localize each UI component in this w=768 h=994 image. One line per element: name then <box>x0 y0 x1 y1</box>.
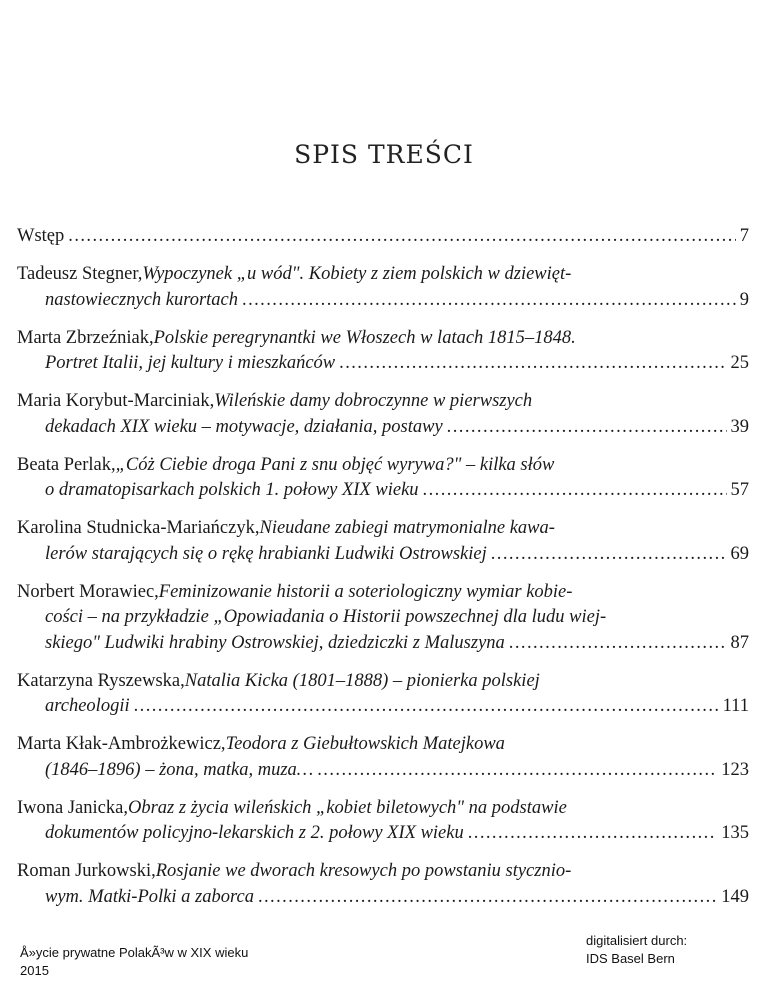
toc-author: Norbert Morawiec, <box>17 581 159 602</box>
toc-title: Obraz z życia wileńskich „kobiet biletowych" na podstawie <box>127 797 567 818</box>
toc-entry <box>17 669 749 720</box>
toc-author: Iwona Janicka, <box>17 797 128 818</box>
toc-page-number: 123 <box>721 759 749 780</box>
toc-page-number: 149 <box>721 886 749 907</box>
toc-entry <box>17 732 749 783</box>
toc-title: Rosjanie we dworach kresowych po powstaniu stycznio- <box>155 861 572 881</box>
toc-line <box>17 389 749 415</box>
dot-leader <box>509 631 727 657</box>
digitization-label: digitalisiert durch: <box>586 933 688 948</box>
toc-line <box>17 415 749 441</box>
toc-title: dokumentów policyjno-lekarskich z 2. połowy XIX wieku <box>45 823 464 843</box>
toc-line <box>17 796 749 822</box>
toc-entry <box>17 326 749 377</box>
toc-title: nastowiecznych kurortach <box>45 289 239 310</box>
toc-author: Maria Korybut-Marciniak, <box>17 391 215 411</box>
toc-line <box>17 224 749 250</box>
toc-author: Beata Perlak, <box>17 454 116 475</box>
toc-entry <box>17 516 749 567</box>
toc-title: Polskie peregrynantki we Włoszech w latach 1815–1848. <box>153 327 576 348</box>
toc-title: o dramatopisarkach polskich 1. połowy XIX wieku <box>45 480 419 500</box>
toc-page-number: 135 <box>721 823 749 843</box>
toc-page-number: 39 <box>730 416 749 437</box>
toc-entry <box>17 389 749 440</box>
toc-title: archeologii <box>45 696 130 716</box>
toc-line <box>17 351 749 377</box>
toc-entry <box>17 580 749 657</box>
toc-line <box>17 453 749 479</box>
toc-line <box>17 859 749 885</box>
toc-author: Karolina Studnicka-Mariańczyk, <box>17 518 260 538</box>
toc-page-number: 25 <box>730 353 749 373</box>
toc-title: Wileńskie damy dobroczynne w pierwszych <box>214 391 533 411</box>
toc-title: (1846–1896) – żona, matka, muza… <box>45 759 314 780</box>
toc-title: wym. Matki-Polki a zaborca <box>45 886 254 907</box>
toc-line <box>17 694 749 720</box>
dot-leader <box>134 694 719 720</box>
toc-line <box>17 631 749 657</box>
toc-author: Wstęp <box>17 226 65 246</box>
dot-leader <box>423 478 727 504</box>
toc-author: Roman Jurkowski, <box>17 861 156 881</box>
source-year: 2015 <box>20 963 49 978</box>
source-title: Å»ycie prywatne PolakÃ³w w XIX wieku <box>20 945 249 960</box>
toc-title: skiego" Ludwiki hrabiny Ostrowskiej, dziedziczki z Maluszyna <box>45 632 505 653</box>
toc-title: Teodora z Giebułtowskich Matejkowa <box>225 734 505 754</box>
toc-entry <box>17 453 749 504</box>
page-title: SPIS TREŚCI <box>294 140 474 169</box>
toc-line <box>17 821 749 847</box>
toc-author: Marta Kłak-Ambrożkewicz, <box>17 734 226 754</box>
digitization-institution: IDS Basel Bern <box>586 951 675 966</box>
toc-title: Natalia Kicka (1801–1888) – pionierka polskiej <box>184 670 540 691</box>
toc-line <box>17 580 749 606</box>
toc-page-number: 7 <box>739 226 749 246</box>
toc-page-number: 111 <box>722 696 749 716</box>
toc-line <box>17 605 749 631</box>
toc-entry <box>17 224 749 250</box>
dot-leader <box>258 885 717 911</box>
toc-title: Feminizowanie historii a soteriologiczny wymiar kobie- <box>158 581 573 602</box>
toc-entry <box>17 262 749 313</box>
toc-entry <box>17 796 749 847</box>
toc-line <box>17 288 749 314</box>
dot-leader <box>242 288 736 314</box>
toc-title: Portret Italii, jej kultury i mieszkańców <box>45 353 336 373</box>
toc-title: cości – na przykładzie „Opowiadania o Historii powszechnej dla ludu wiej- <box>45 607 607 627</box>
digitization-footer <box>586 932 687 968</box>
toc-line <box>17 542 749 568</box>
dot-leader <box>68 224 735 250</box>
toc-line <box>17 732 749 758</box>
toc-page-number: 87 <box>730 632 749 653</box>
source-footer <box>20 944 248 980</box>
toc-author: Katarzyna Ryszewska, <box>17 670 185 691</box>
toc-title: dekadach XIX wieku – motywacje, działania, postawy <box>45 416 443 437</box>
toc-author: Tadeusz Stegner, <box>17 264 143 284</box>
toc-author: Marta Zbrzeźniak, <box>17 327 154 348</box>
toc-title: lerów starających się o rękę hrabianki Ludwiki Ostrowskiej <box>45 543 487 564</box>
toc-line <box>17 758 749 784</box>
toc-entry <box>17 859 749 910</box>
toc-line <box>17 326 749 352</box>
toc-page-number: 69 <box>730 543 749 564</box>
toc-page-number: 9 <box>739 289 749 310</box>
toc-line <box>17 669 749 695</box>
dot-leader <box>447 415 727 441</box>
dot-leader <box>468 821 718 847</box>
toc-page-number: 57 <box>730 480 749 500</box>
toc-line <box>17 516 749 542</box>
toc-line <box>17 885 749 911</box>
table-of-contents <box>17 224 749 923</box>
dot-leader <box>317 758 717 784</box>
toc-title: Wypoczynek „u wód". Kobiety z ziem polskich w dziewięt- <box>142 264 572 284</box>
toc-line <box>17 478 749 504</box>
dot-leader <box>339 351 726 377</box>
toc-title: „Cóż Ciebie droga Pani z snu objęć wyrywa?" – kilka słów <box>115 454 555 475</box>
toc-title: Nieudane zabiegi matrymonialne kawa- <box>259 518 555 538</box>
toc-line <box>17 262 749 288</box>
dot-leader <box>491 542 727 568</box>
